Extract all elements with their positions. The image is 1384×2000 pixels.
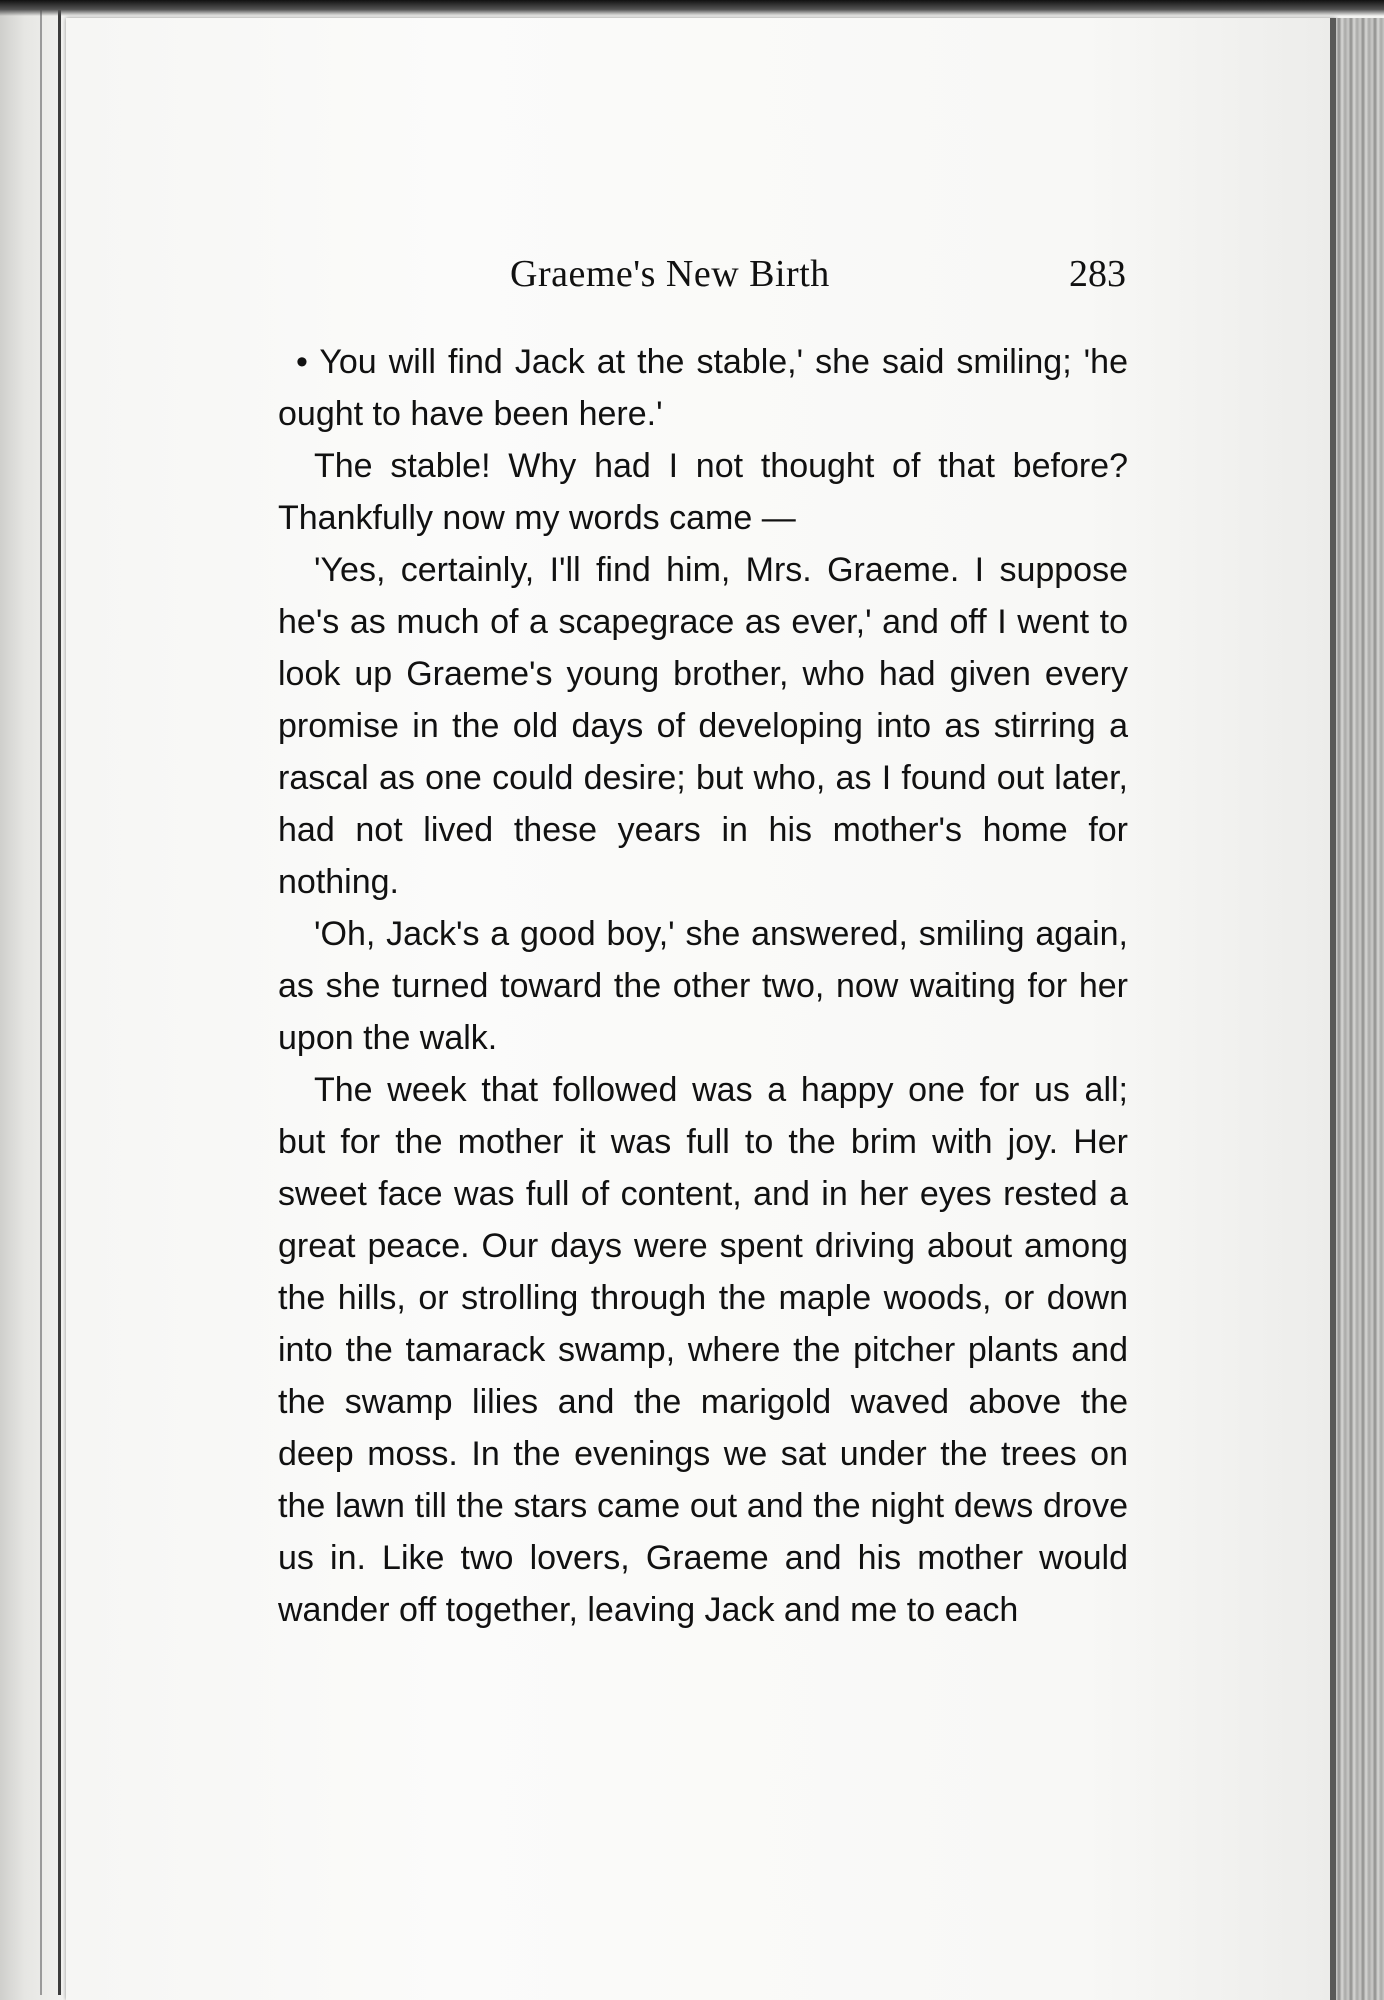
running-title: Graeme's New Birth (510, 253, 830, 295)
paragraph: The week that followed was a happy one for us all; but for the mother it was full to the brim with joy. Her sweet face was full of content, and in her eyes rested a great peace. Our days were spent driving about among the hills, or strolling through the maple woods, or down into the tamarack swamp, where the pitcher plants and the swamp lilies and the marigold waved above the deep moss. In the evenings we sat under the trees on the lawn till the stars came out and the night dews drove us in. Like two lovers, Graeme and his mother would wander off together, leaving Jack and me to each (278, 1071, 1128, 1629)
paragraph: 'Oh, Jack's a good boy,' she answered, smiling again, as she turned toward the other two, now waiting for her upon the walk. (278, 915, 1128, 1057)
binding-shadow-line (40, 10, 42, 1995)
paragraph: The stable! Why had I not thought of that before? Thankfully now my words came — (278, 447, 1128, 537)
binding-edge-line (58, 10, 61, 1995)
page-number: 283 (1069, 253, 1126, 295)
page-stack-edge (1336, 18, 1384, 2000)
top-scan-shadow (0, 0, 1384, 16)
paragraph: • You will find Jack at the stable,' she said smiling; 'he ought to have been here.' (278, 343, 1128, 433)
body-text (278, 336, 1128, 1636)
paragraph: 'Yes, certainly, I'll find him, Mrs. Graeme. I suppose he's as much of a scapegrace as ever,' and off I went to look up Graeme's young brother, who had given every promise in the old days of developing into as stirring a rascal as one could desire; but who, as I found out later, had not lived these years in his mother's home for nothing. (278, 551, 1128, 901)
page-header (0, 252, 1384, 302)
